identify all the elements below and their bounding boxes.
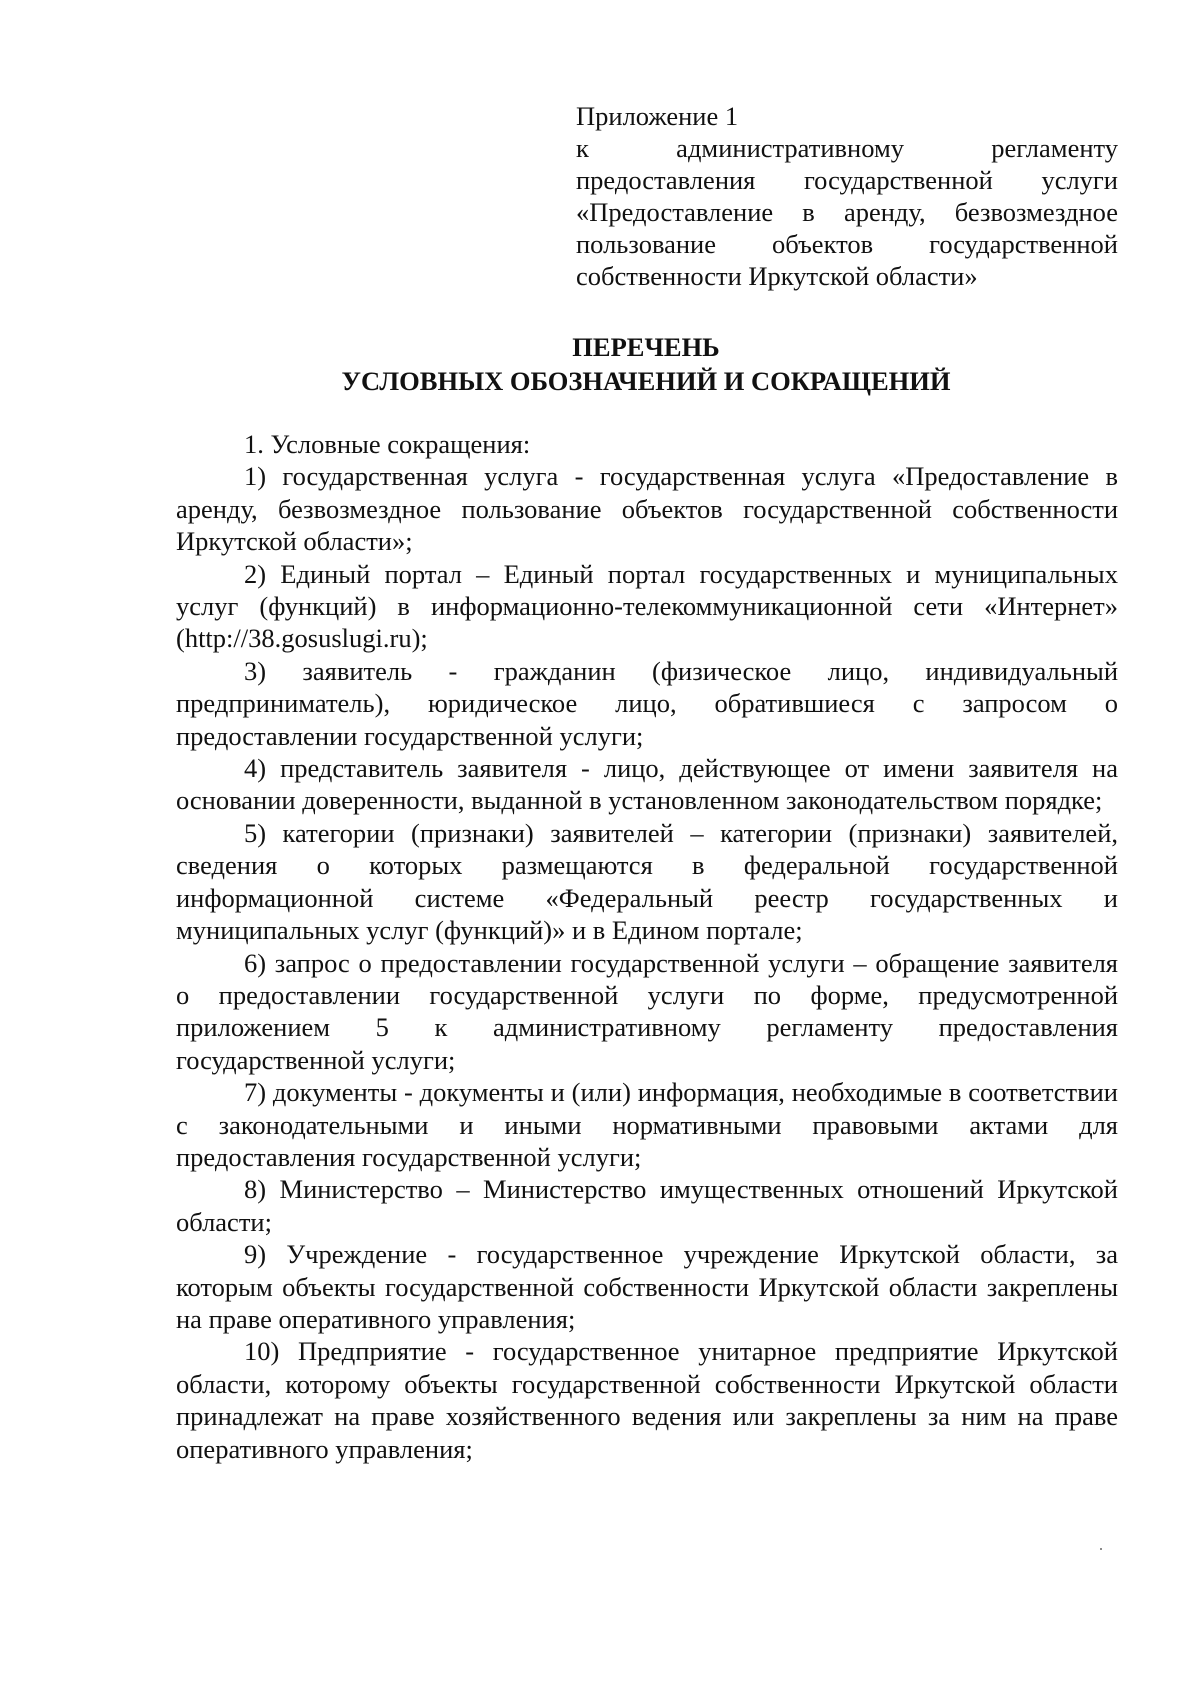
list-item: 4) представитель заявителя - лицо, действующее от имени заявителя на основании доверенности, выданной в установленном законодательством порядке; — [176, 753, 1118, 816]
list-item: 8) Министерство – Министерство имущественных отношений Иркутской области; — [176, 1174, 1118, 1237]
document-heading — [176, 330, 1116, 398]
list-item: 5) категории (признаки) заявителей – категории (признаки) заявителей, сведения о которых размещаются в федеральной государственной информационной системе «Федеральный реестр государственных и муниципальных услуг (функций)» и в Едином портале; — [176, 817, 1118, 946]
list-item: 6) запрос о предоставлении государственной услуги – обращение заявителя о предоставлении государственной услуги по форме, предусмотренной приложением 5 к административному регламенту предоставления государственной услуги; — [176, 947, 1118, 1075]
list-item: 9) Учреждение - государственное учреждение Иркутской области, за которым объекты государственной собственности Иркутской области закреплены на праве оперативного управления; — [176, 1239, 1118, 1334]
scan-speck — [1100, 1548, 1102, 1550]
list-item: 1) государственная услуга - государственная услуга «Предоставление в аренду, безвозмездное пользование объектов государственной собственности Иркутской области»; — [176, 461, 1118, 557]
list-item: 7) документы - документы и (или) информация, необходимые в соответствии с законодательными и иными нормативными правовыми актами для предоставления государственной услуги; — [176, 1077, 1118, 1172]
appendix-title: Приложение 1 — [576, 101, 739, 131]
document-body — [176, 428, 1118, 1465]
list-item: 3) заявитель - гражданин (физическое лицо, индивидуальный предприниматель), юридическое лицо, обратившиеся с запросом о предоставлении государственной услуги; — [176, 655, 1118, 751]
appendix-block — [576, 100, 1118, 292]
section-title: 1. Условные сокращения: — [244, 429, 531, 459]
list-item: 2) Единый портал – Единый портал государственных и муниципальных услуг (функций) в информационно-телекоммуникационной сети «Интернет» (http://38.gosuslugi.ru); — [176, 558, 1118, 654]
appendix-text: к административному регламенту предоставления государственной услуги «Предоставление в аренду, безвозмездное пользование объектов государственной собственности Иркутской области» — [576, 133, 1118, 291]
list-item: 10) Предприятие - государственное унитарное предприятие Иркутской области, которому объекты государственной собственности Иркутской области принадлежат на праве хозяйственного ведения или закреплены за ним на праве оперативного управления; — [176, 1336, 1118, 1464]
heading-line-1: ПЕРЕЧЕНЬ — [572, 332, 720, 362]
heading-line-2: УСЛОВНЫХ ОБОЗНАЧЕНИЙ И СОКРАЩЕНИЙ — [341, 366, 951, 396]
